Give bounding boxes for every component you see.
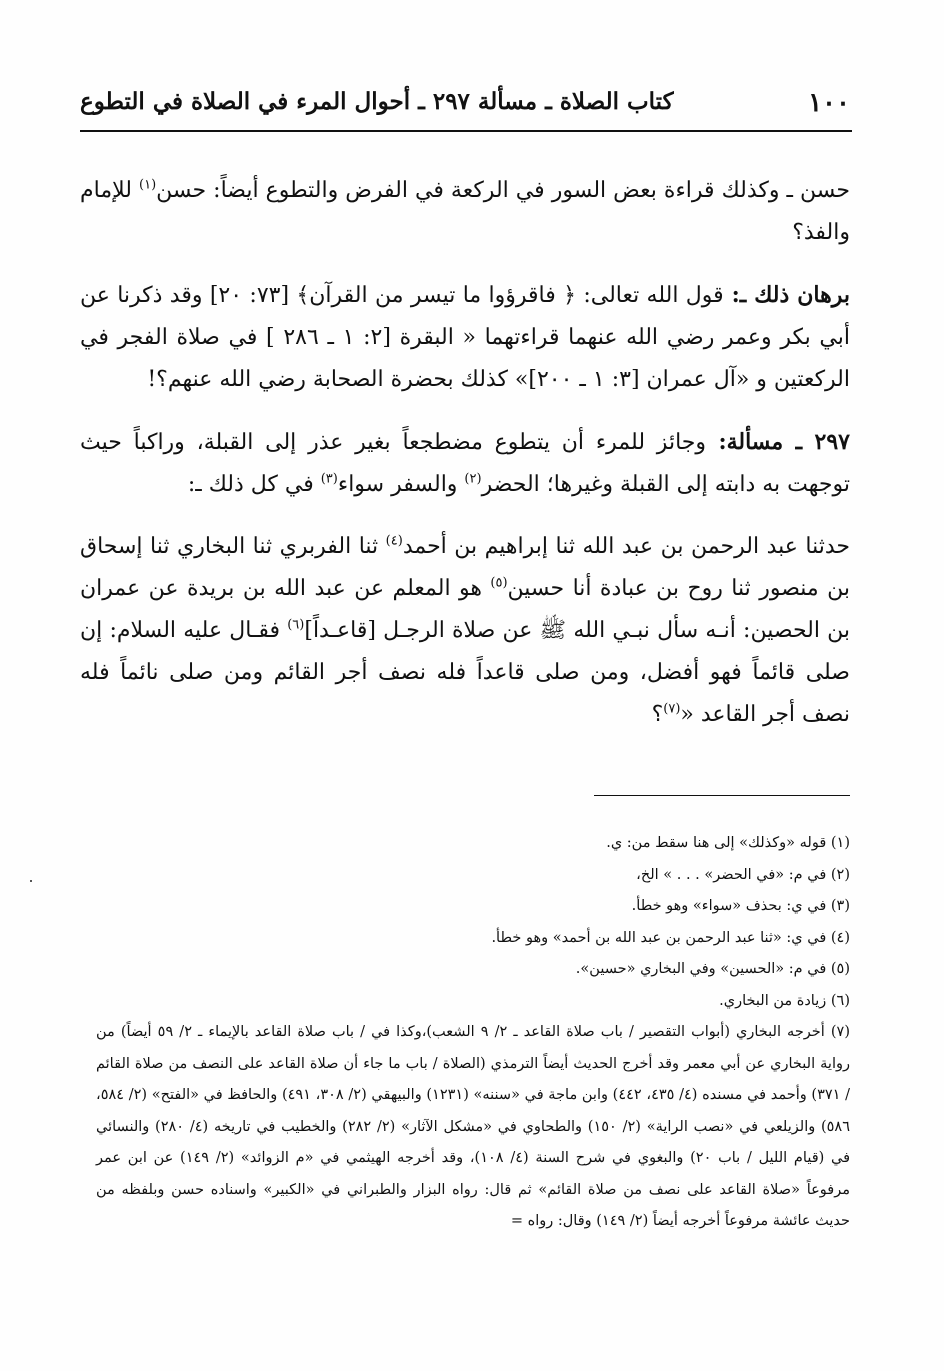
text-run: فقـال عليه السلام: إن صلى قائماً فهو أفضل، ومن صلى قاعداً فله نصف أجر القائم ومن صلى نائماً فله نصف أجر القاعد « <box>80 618 850 727</box>
scan-speck <box>30 880 32 882</box>
paragraph-2 <box>80 274 850 401</box>
paragraph-3 <box>80 421 850 506</box>
text-run: ؟ <box>651 702 664 727</box>
footnote-marker: (١) <box>139 177 157 193</box>
running-title: كتاب الصلاة ـ مسألة ٢٩٧ ـ أحوال المرء في الصلاة في التطوع <box>80 88 674 115</box>
footnote-marker: (٤) <box>385 533 403 549</box>
text-run: قول الله تعالى: ﴿ فاقرؤوا ما تيسر من القرآن﴾ [٧٣: ٢٠] وقد ذكرنا عن أبي بكر وعمر رضي الله عنهما قراءتهما « البقرة [٢: ١ ـ ٢٨٦ ] في صلاة الفجر في الركعتين و «آل عمران [٣: ١ ـ ٢٠٠]» كذلك بحضرة الصحابة رضي الله عنهم؟! <box>80 283 850 392</box>
footnote-separator <box>594 795 850 796</box>
page-header <box>80 82 850 128</box>
issue-heading: ٢٩٧ ـ مسألة: <box>706 429 850 455</box>
text-run: حسن ـ وكذلك قراءة بعض السور في الركعة في الفرض والتطوع أيضاً: حسن <box>156 178 851 203</box>
text-run: للإمام والفذ؟ <box>80 178 850 245</box>
page-number: ١٠٠ <box>808 88 850 118</box>
footnote-4: (٤) في ي: «ثنا عبد الرحمن بن عبد الله بن أحمد» وهو خطأ. <box>491 929 850 946</box>
text-run: وجائز للمرء أن يتطوع مضطجعاً بغير عذر إلى القبلة، وراكباً حيث توجهت به دابته إلى القبلة وغيرها؛ الحضر <box>80 430 850 497</box>
footnote-marker: (٦) <box>287 617 305 633</box>
footnotes <box>96 828 850 1238</box>
footnote-marker: (٢) <box>464 471 482 487</box>
text-run: حدثنا عبد الرحمن بن عبد الله ثنا إبراهيم بن أحمد <box>402 534 850 559</box>
paragraph-1 <box>80 170 850 254</box>
paragraph-4 <box>80 526 850 736</box>
footnote-marker: (٥) <box>490 575 508 591</box>
footnote-6: (٦) زيادة من البخاري. <box>719 992 850 1009</box>
footnote-marker: (٣) <box>320 471 338 487</box>
footnote-5: (٥) في م: «الحسين» وفي البخاري «حسين». <box>575 961 850 977</box>
footnote-3: (٣) في ي: بحذف «سواء» وهو خطأ. <box>631 898 850 914</box>
text-run: في كل ذلك ـ: <box>187 472 321 497</box>
bold-lead: برهان ذلك ـ: <box>723 282 851 308</box>
footnote-marker: (٧) <box>663 701 681 717</box>
footnote-7: (٧) أخرجه البخاري (أبواب التقصير / باب صلاة القاعد ـ ٢/ ٩ الشعب)،وكذا في / باب صلاة القاعد بالإيماء ـ ٢/ ٥٩ أيضاً) من رواية البخاري عن أبي معمر وقد أخرج الحديث أيضاً الترمذي (الصلاة / باب ما جاء أن صلاة القاعد على النصف من صلاة القائم / ٣٧١) وأحمد في مسنده (٤/ ٤٣٥، ٤٤٢) وابن ماجة في «سننه» (١٢٣١) والبيهقي (٢/ ٣٠٨، ٤٩١) والحافظ في «الفتح» (٢/ ٥٨٤، ٥٨٦) والزيلعي في «نصب الراية» (٢/ ١٥٠) والطحاوي في «مشكل الآثار» (٢/ ٢٨٢) والخطيب في تاريخه (٤/ ٢٨٠) والنسائي في (قيام الليل / باب ٢٠) والبغوي في شرح السنة (٤/ ١٠٨)، وقد أخرجه الهيثمي في «م الزوائد» (٢/ ١٤٩) عن ابن عمر مرفوعاً «صلاة القاعد على نصف من صلاة القائم» ثم قال: رواه البزار والطبراني في «الكبير» واسناده حسن وبلفظه من حديث عائشة مرفوعاً أخرجه أيضاً (٢/ ١٤٩) وقال: رواه = <box>96 1024 851 1229</box>
footnote-1: (١) قوله «وكذلك» إلى هنا سقط من: ي. <box>606 835 850 851</box>
text-run: هو المعلم عن عبد الله بن بريدة عن عمران بن الحصين: أنـه سأل نبـي الله ﷺ عن صلاة الرجـل [قاعـداً] <box>80 576 851 643</box>
text-run: ثنا الفربري ثنا البخاري ثنا إسحاق بن منصور ثنا روح بن عبادة أنا حسين <box>80 534 850 601</box>
header-rule <box>80 130 852 132</box>
text-run: والسفر سواء <box>337 472 465 497</box>
main-text <box>80 170 850 756</box>
footnote-2: (٢) في م: «في الحضر» . . . » الخ، <box>636 866 850 883</box>
